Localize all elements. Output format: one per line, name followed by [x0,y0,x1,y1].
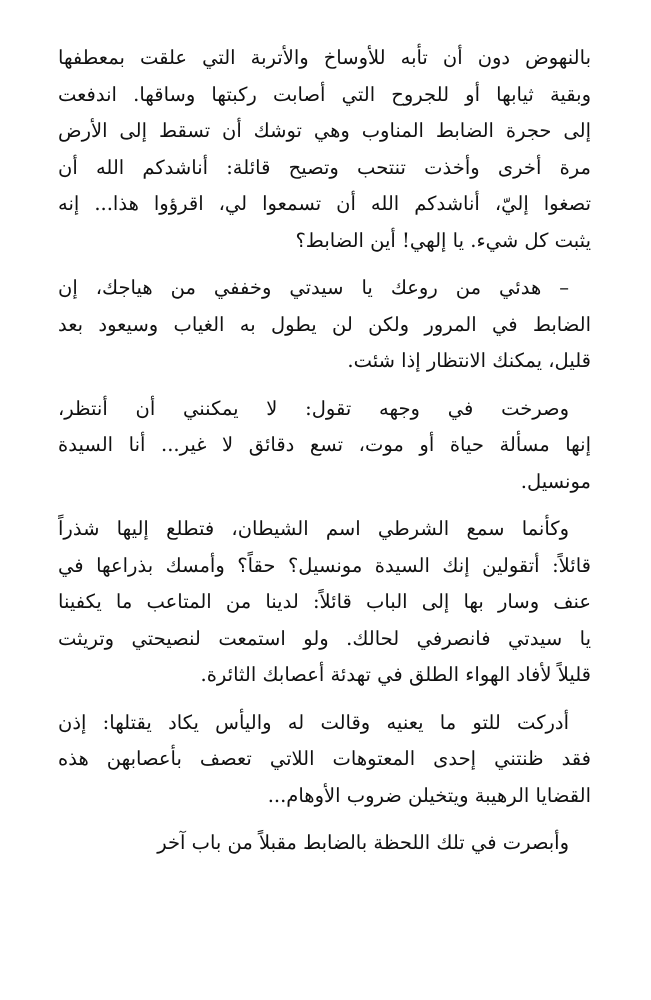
text-line: قليل، يمكنك الانتظار إذا شئت. [347,349,591,372]
paragraph-6 [58,825,591,862]
paragraph-2 [58,270,591,380]
text-line: وصرخت في وجهه تقول: لا يمكنني أن أنتظر، [58,396,569,420]
paragraph-4 [58,511,591,694]
text-line: الضابط في المرور ولكن لن يطول به الغياب وسيعود بعد [58,312,591,336]
text-line: تصغوا إليّ، أناشدكم الله أن تسمعوا لي، اقرؤوا هذا... إنه [58,192,591,215]
text-line: فقد ظنتني إحدى المعتوهات اللاتي تعصف بأعصابهن هذه [58,747,591,770]
text-line: وأبصرت في تلك اللحظة بالضابط مقبلاً من باب آخر [157,831,569,854]
text-line: وكأنما سمع الشرطي اسم الشيطان، فتطلع إليها شذراً [58,517,569,540]
text-line: أدركت للتو ما يعنيه وقالت له واليأس يكاد يقتلها: إذن [58,710,569,734]
text-line: القضايا الرهيبة ويتخيلن ضروب الأوهام... [267,783,591,807]
text-line: يثبت كل شيء. يا إلهي! أين الضابط؟ [295,228,591,252]
text-line: إلى حجرة الضابط المناوب وهي توشك أن تسقط إلى الأرض [58,119,591,142]
text-line: قائلاً: أتقولين إنك السيدة مونسيل؟ حقاً؟ وأمسك بذراعها في [58,553,591,577]
text-line: مونسيل. [520,469,591,493]
paragraph-5 [58,705,591,815]
text-line: مرة أخرى وأخذت تنتحب وتصيح قائلة: أناشدكم الله أن [58,155,591,179]
paragraph-3 [58,391,591,501]
text-line: قليلاً لأفاد الهواء الطلق في تهدئة أعصابك الثائرة. [200,663,591,686]
text-line: – هدئي من روعك يا سيدتي وخففي من هياجك، إن [58,276,569,299]
text-line: يا سيدتي فانصرفي لحالك. ولو استمعت لنصيحتي وتريثت [58,626,591,650]
book-page [58,40,591,980]
text-line: بالنهوض دون أن تأبه للأوساخ والأتربة التي علقت بمعطفها [58,46,591,69]
text-line: إنها مسألة حياة أو موت، تسع دقائق لا غير... أنا السيدة [58,433,591,456]
text-line: عنف وسار بها إلى الباب قائلاً: لدينا من المتاعب ما يكفينا [58,590,591,613]
text-line: وبقية ثيابها أو للجروح التي أصابت ركبتها وساقها. اندفعت [58,82,591,106]
paragraph-1 [58,40,591,259]
